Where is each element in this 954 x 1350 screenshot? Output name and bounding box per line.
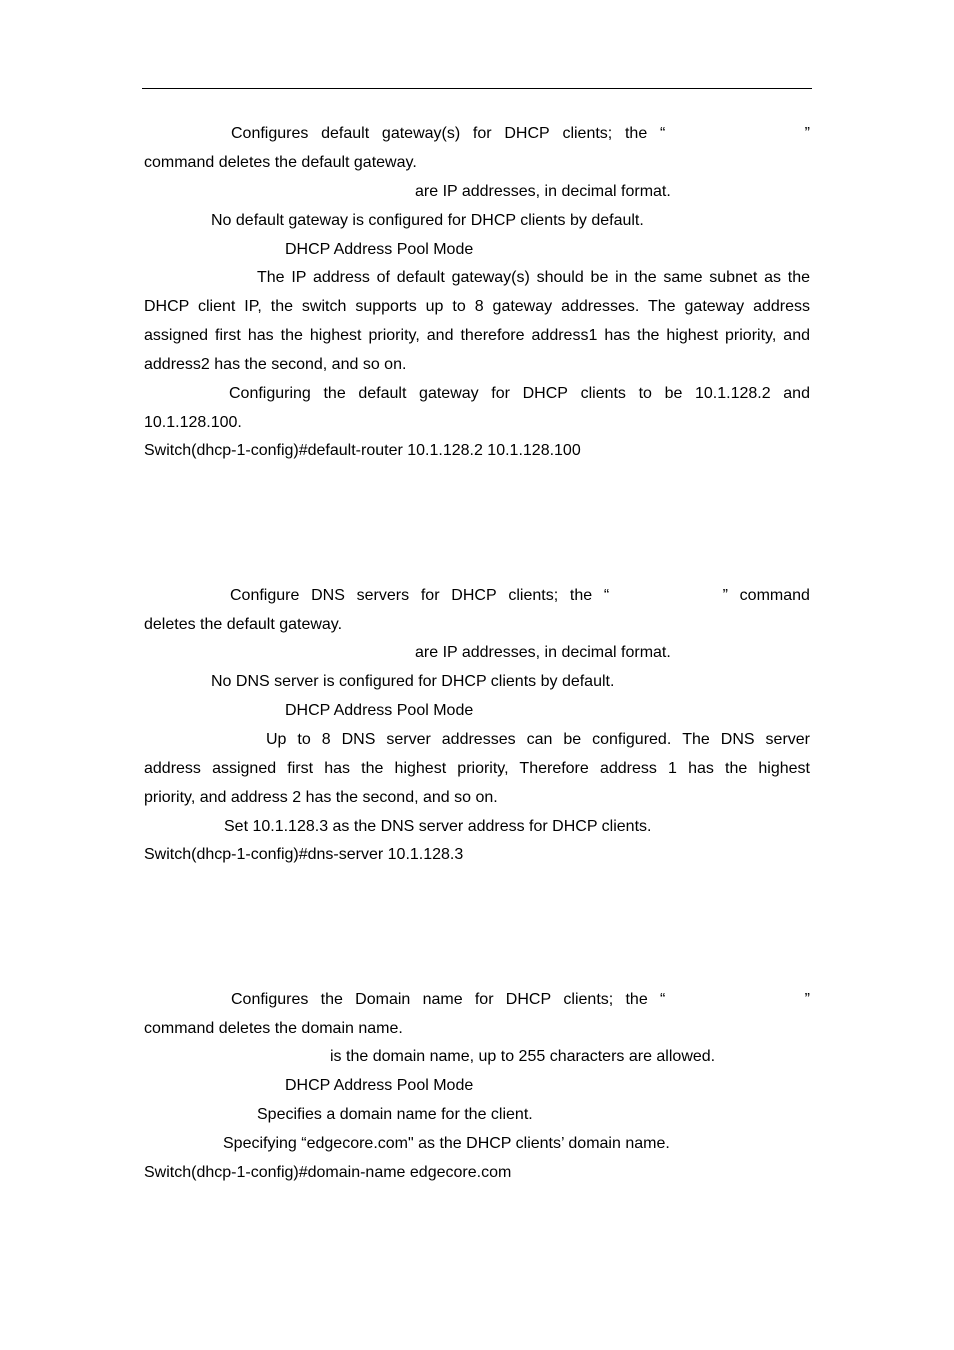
s2-guide-line3: priority, and address 2 has the second, and so on.: [144, 789, 498, 806]
word: the: [323, 385, 346, 402]
word: clients;: [508, 587, 559, 604]
word: and: [783, 385, 810, 402]
word: to: [297, 731, 311, 748]
word: 8: [321, 731, 331, 748]
word: gateway(s): [381, 125, 461, 142]
s3-parameters: is the domain name, up to 255 characters are allowed.: [330, 1048, 716, 1065]
word: be: [664, 385, 683, 402]
word: default: [358, 385, 407, 402]
word: for: [474, 991, 494, 1008]
close-quote: ”: [804, 125, 810, 142]
word: Domain: [355, 991, 411, 1008]
s2-guide-line2: address assigned first has the highest priority, Therefore address 1 has the highest: [144, 760, 810, 777]
header-rule: [142, 88, 812, 89]
s3-command-mode: DHCP Address Pool Mode: [285, 1077, 474, 1094]
quote-pair: [604, 586, 728, 606]
s1-default: No default gateway is configured for DHCP clients by default.: [211, 212, 644, 229]
s1-usage-line2: command deletes the default gateway.: [144, 154, 417, 171]
quote-pair: [660, 124, 810, 144]
word: DHCP: [504, 125, 550, 142]
s1-example-line1: [229, 384, 810, 404]
word: Configures: [231, 991, 309, 1008]
s2-guide-line1: [266, 730, 810, 750]
close-quote: ”: [722, 587, 728, 604]
word: default: [321, 125, 370, 142]
s3-example-command: Switch(dhcp-1-config)#domain-name edgecore.com: [144, 1164, 512, 1181]
word: to: [638, 385, 652, 402]
word: clients: [580, 385, 626, 402]
open-quote: “: [659, 991, 666, 1008]
word: be: [563, 731, 582, 748]
s1-guide-line1: The IP address of default gateway(s) should be in the same subnet as the: [257, 269, 810, 286]
s1-usage-line1: [231, 124, 810, 144]
word: for: [472, 125, 492, 142]
word: for: [491, 385, 510, 402]
quote-pair: [660, 990, 810, 1010]
s2-usage-line1: [230, 586, 810, 606]
word: the: [625, 991, 648, 1008]
word: Configure: [230, 587, 300, 604]
word: clients;: [562, 125, 613, 142]
s3-usage-line1: [231, 990, 810, 1010]
s3-example: Specifying “edgecore.com" as the DHCP clients’ domain name.: [223, 1135, 670, 1152]
s2-example: Set 10.1.128.3 as the DNS server address for DHCP clients.: [224, 818, 652, 835]
s2-example-command: Switch(dhcp-1-config)#dns-server 10.1.128.3: [144, 846, 464, 863]
word: The: [682, 731, 710, 748]
word: DHCP: [505, 991, 552, 1008]
word: Configuring: [229, 385, 311, 402]
open-quote: “: [603, 587, 610, 604]
word: gateway: [419, 385, 479, 402]
word: server: [765, 731, 810, 748]
word: server: [386, 731, 431, 748]
word: Up: [266, 731, 287, 748]
open-quote: “: [659, 125, 666, 142]
word: the: [624, 125, 648, 142]
s2-parameters: are IP addresses, in decimal format.: [415, 644, 671, 661]
close-quote: ”: [804, 991, 810, 1008]
word: DHCP: [522, 385, 568, 402]
word: DNS: [311, 587, 345, 604]
word: addresses: [441, 731, 516, 748]
s1-example-line2: 10.1.128.100.: [144, 414, 242, 431]
s1-guide-line4: address2 has the second, and so on.: [144, 356, 407, 373]
word: the: [320, 991, 343, 1008]
word: can: [526, 731, 553, 748]
word: 10.1.128.2: [695, 385, 771, 402]
s1-guide-line3: assigned first has the highest priority, and therefore address1 has the highest priority, and: [144, 327, 810, 344]
s1-parameters: are IP addresses, in decimal format.: [415, 183, 671, 200]
word: servers: [356, 587, 410, 604]
word: for: [420, 587, 440, 604]
s1-example-command: Switch(dhcp-1-config)#default-router 10.1.128.2 10.1.128.100: [144, 442, 581, 459]
word: command: [739, 587, 810, 604]
s1-guide-line2: DHCP client IP, the switch supports up to 8 gateway addresses. The gateway address: [144, 298, 810, 315]
word: name: [422, 991, 463, 1008]
word: DNS: [341, 731, 376, 748]
word: the: [569, 587, 593, 604]
s1-command-mode: DHCP Address Pool Mode: [285, 241, 474, 258]
word: clients;: [563, 991, 614, 1008]
word: configured.: [592, 731, 672, 748]
s2-usage-line2: deletes the default gateway.: [144, 616, 343, 633]
word: DNS: [720, 731, 755, 748]
s2-command-mode: DHCP Address Pool Mode: [285, 702, 474, 719]
word: DHCP: [451, 587, 497, 604]
s2-default: No DNS server is configured for DHCP clients by default.: [211, 673, 615, 690]
word: Configures: [231, 125, 309, 142]
s3-usage-line2: command deletes the domain name.: [144, 1020, 403, 1037]
s3-guide: Specifies a domain name for the client.: [257, 1106, 533, 1123]
